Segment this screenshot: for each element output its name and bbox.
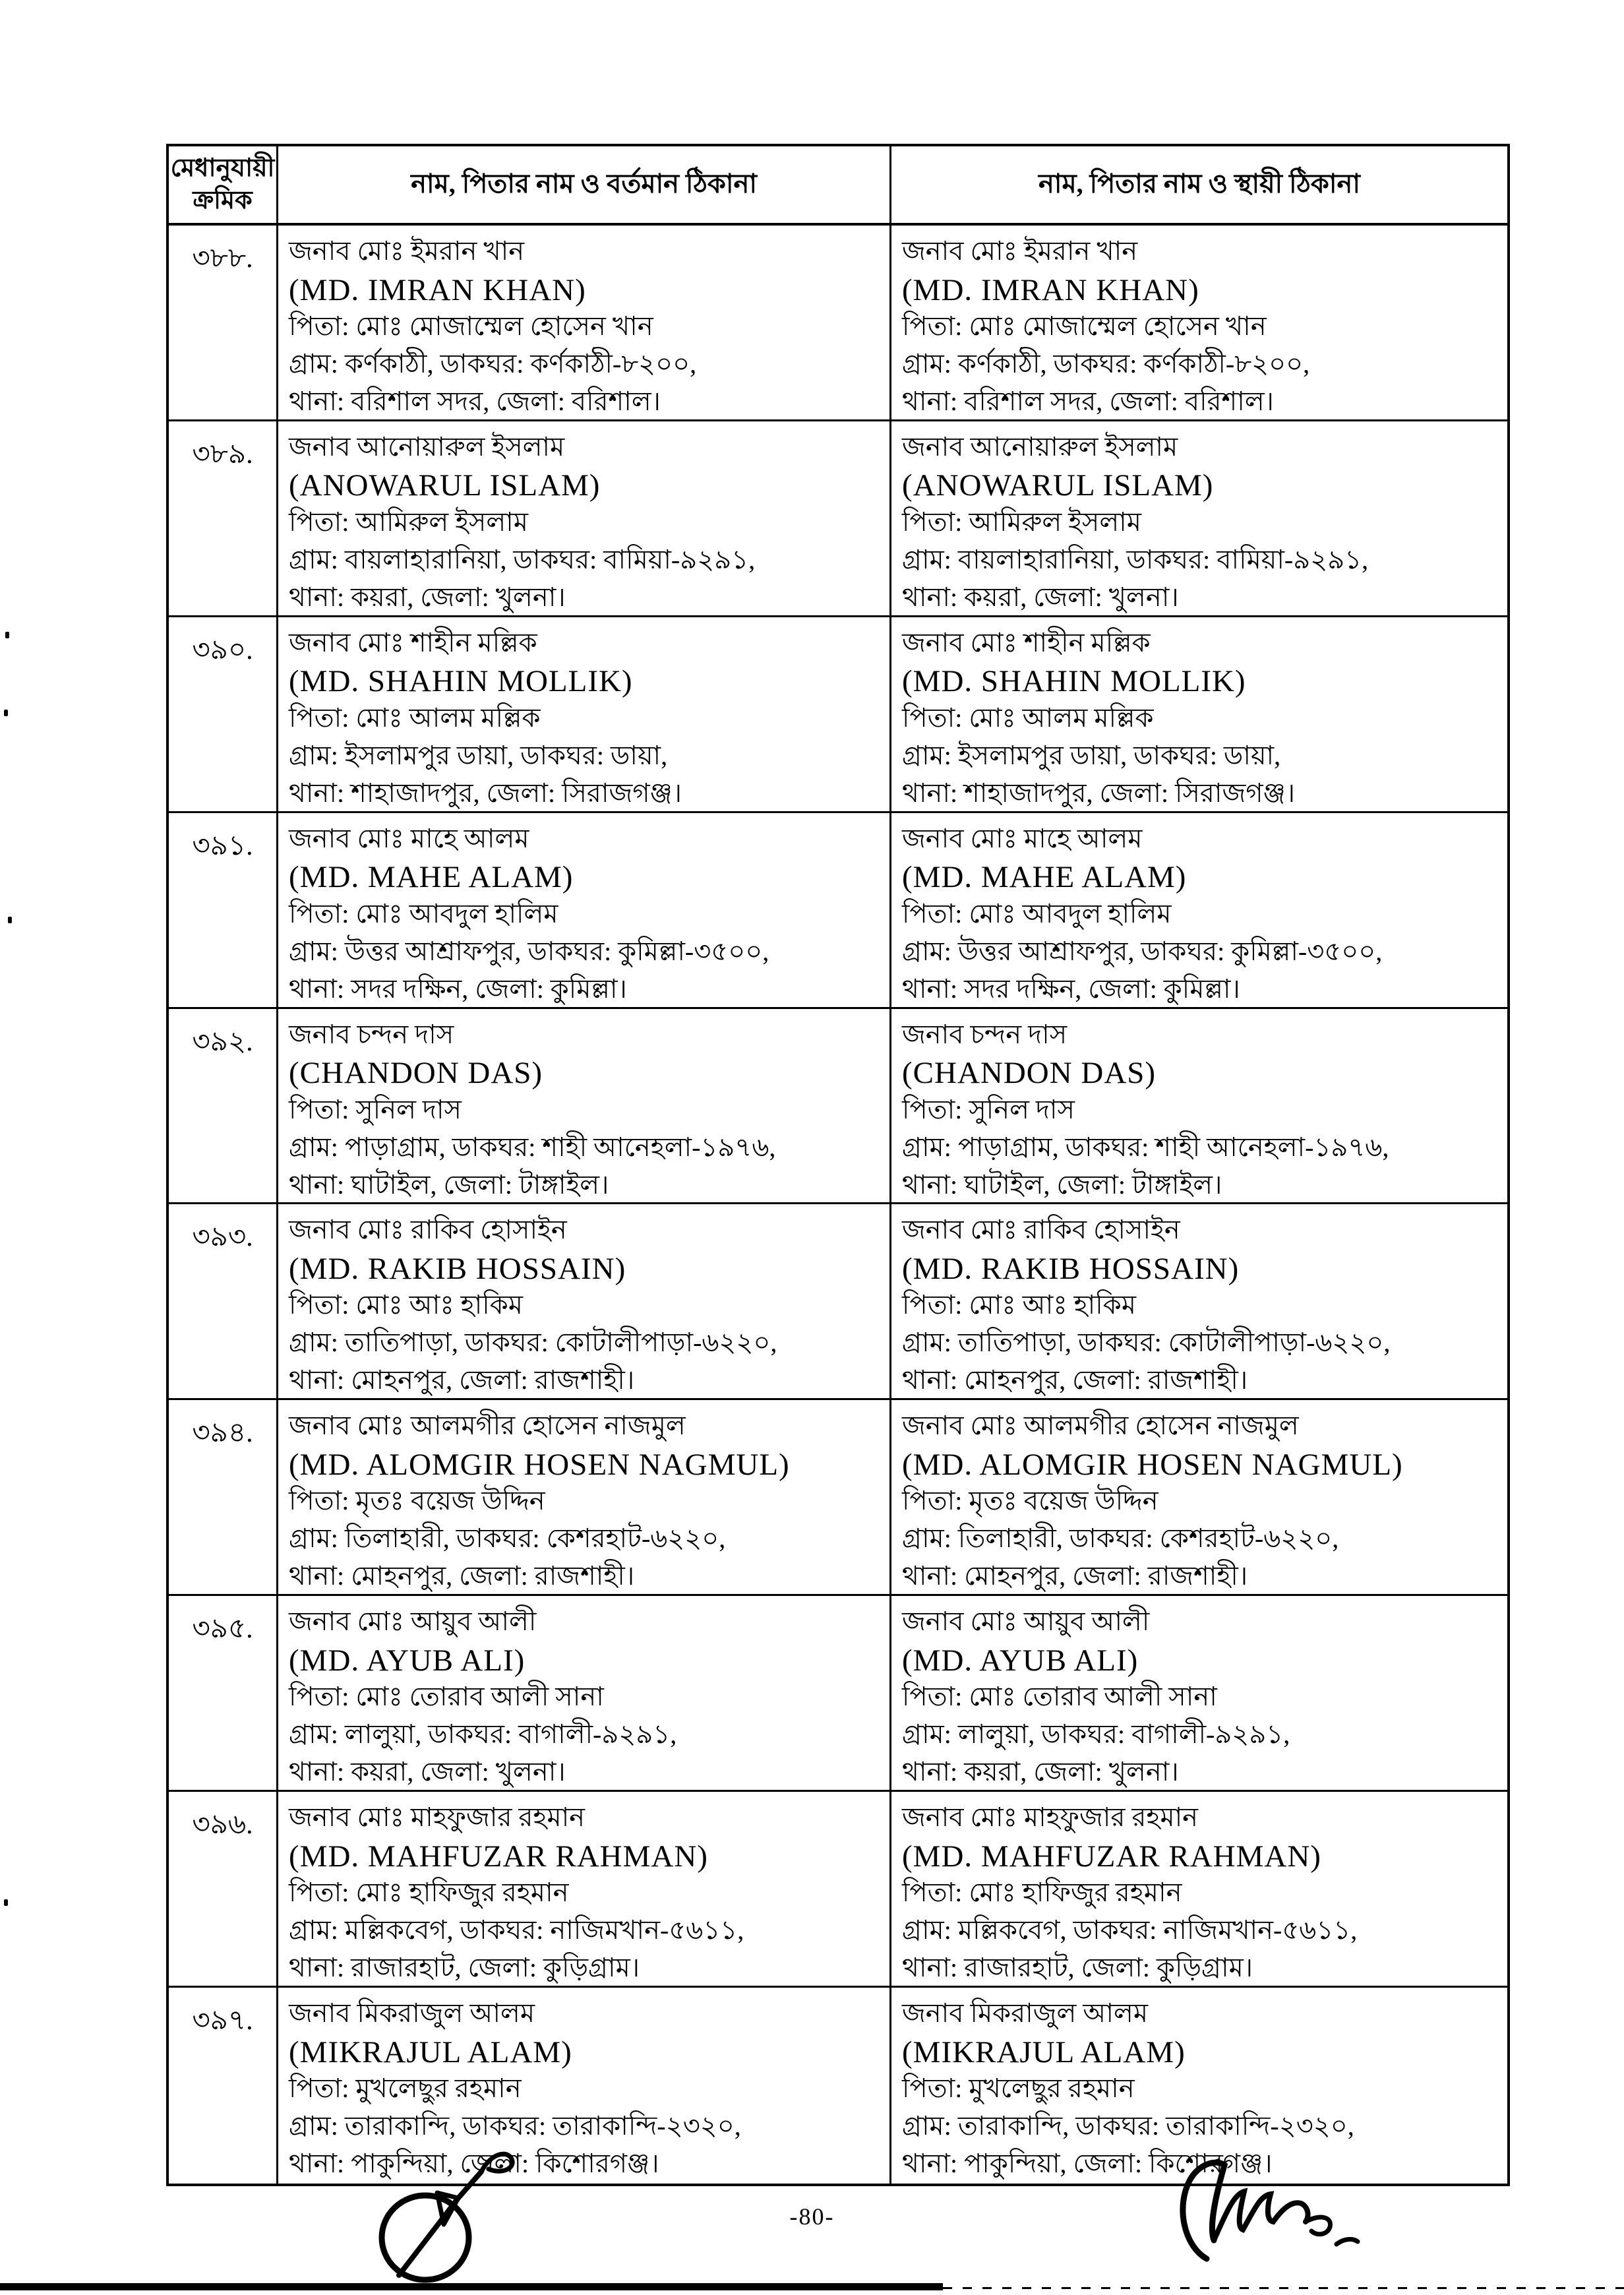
serial-cell: ৩৯৬.	[169, 1792, 278, 1988]
village-line: গ্রাম: উত্তর আশ্রাফপুর, ডাকঘর: কুমিল্লা-৩৫০০,	[289, 936, 769, 966]
permanent-address-cell	[891, 1400, 1507, 1596]
name-bn: জনাব মিকরাজুল আলম	[289, 1998, 535, 2029]
header-present-address-column: নাম, পিতার নাম ও বর্তমান ঠিকানা	[278, 146, 891, 226]
present-address-cell	[278, 1204, 891, 1400]
name-en: (MD. MAHFUZAR RAHMAN)	[289, 1839, 708, 1874]
name-en: (MD. ALOMGIR HOSEN NAGMUL)	[289, 1447, 790, 1482]
name-bn: জনাব চন্দন দাস	[289, 1019, 454, 1049]
serial-cell: ৩৯৫.	[169, 1596, 278, 1792]
name-en: (MD. IMRAN KHAN)	[289, 272, 586, 307]
father-line: পিতা: সুনিল দাস	[289, 1094, 462, 1124]
serial-cell: ৩৯৩.	[169, 1204, 278, 1400]
name-en: (MD. AYUB ALI)	[289, 1643, 526, 1678]
name-bn: জনাব মোঃ আয়ুব আলী	[289, 1606, 537, 1637]
thana-line: থানা: বরিশাল সদর, জেলা: বরিশাল।	[289, 386, 661, 416]
village-line: গ্রাম: পাড়াগ্রাম, ডাকঘর: শাহী আনেহলা-১৯৭৬,	[289, 1132, 776, 1162]
village-line: গ্রাম: কর্ণকাঠী, ডাকঘর: কর্ণকাঠী-৮২০০,	[289, 349, 697, 379]
name-bn: জনাব মোঃ আলমগীর হোসেন নাজমুল	[289, 1411, 686, 1441]
father-line: পিতা: মোঃ হাফিজুর রহমান	[902, 1878, 1182, 1908]
thana-line: থানা: মোহনপুর, জেলা: রাজশাহী।	[902, 1561, 1248, 1591]
permanent-address-cell	[891, 617, 1507, 813]
thana-line: থানা: শাহাজাদপুর, জেলা: সিরাজগঞ্জ।	[902, 778, 1296, 808]
father-line: পিতা: মোঃ হাফিজুর রহমান	[289, 1878, 569, 1908]
father-line: পিতা: মোঃ আলম মল্লিক	[902, 702, 1154, 733]
village-line: গ্রাম: তিলাহারী, ডাকঘর: কেশরহাট-৬২২০,	[902, 1523, 1339, 1554]
name-en: (MD. ALOMGIR HOSEN NAGMUL)	[902, 1447, 1403, 1482]
name-en: (CHANDON DAS)	[902, 1056, 1157, 1091]
serial-cell: ৩৮৯.	[169, 421, 278, 617]
father-line: পিতা: মোঃ মোজাম্মেল হোসেন খান	[902, 311, 1267, 341]
serial-cell: ৩৯৪.	[169, 1400, 278, 1596]
page-number: -80-	[789, 2203, 835, 2230]
serial-cell: ৩৯০.	[169, 617, 278, 813]
village-line: গ্রাম: তারাকান্দি, ডাকঘর: তারাকান্দি-২৩২০,	[902, 2111, 1354, 2141]
thana-line: থানা: শাহাজাদপুর, জেলা: সিরাজগঞ্জ।	[289, 778, 682, 808]
village-line: গ্রাম: লালুয়া, ডাকঘর: বাগালী-৯২৯১,	[289, 1719, 677, 1750]
present-address-cell	[278, 617, 891, 813]
serial-cell: ৩৯২.	[169, 1009, 278, 1205]
signature-left	[359, 2147, 531, 2292]
name-bn: জনাব মোঃ আয়ুব আলী	[902, 1606, 1150, 1637]
village-line: গ্রাম: বায়লাহারানিয়া, ডাকঘর: বামিয়া-৯২৯১,	[902, 544, 1369, 574]
father-line: পিতা: মোঃ তোরাব আলী সানা	[289, 1682, 604, 1712]
father-line: পিতা: মোঃ মোজাম্মেল হোসেন খান	[289, 311, 653, 341]
name-bn: জনাব মোঃ মাহে আলম	[902, 823, 1143, 853]
village-line: গ্রাম: তাতিপাড়া, ডাকঘর: কোটালীপাড়া-৬২২০,	[289, 1328, 777, 1358]
father-line: পিতা: মোঃ আবদুল হালিম	[902, 898, 1172, 929]
village-line: গ্রাম: তিলাহারী, ডাকঘর: কেশরহাট-৬২২০,	[289, 1523, 726, 1554]
thana-line: থানা: ঘাটাইল, জেলা: টাঙ্গাইল।	[289, 1169, 609, 1200]
village-line: গ্রাম: কর্ণকাঠী, ডাকঘর: কর্ণকাঠী-৮২০০,	[902, 349, 1310, 379]
thana-line: থানা: কয়রা, জেলা: খুলনা।	[902, 582, 1179, 612]
father-line: পিতা: মুখলেছুর রহমান	[289, 2073, 522, 2104]
permanent-address-cell	[891, 1009, 1507, 1205]
name-en: (MD. MAHE ALAM)	[289, 860, 574, 895]
scan-speck	[4, 1899, 8, 1906]
serial-cell: ৩৯১.	[169, 813, 278, 1009]
thana-line: থানা: কয়রা, জেলা: খুলনা।	[289, 582, 566, 612]
name-bn: জনাব মিকরাজুল আলম	[902, 1998, 1149, 2029]
name-bn: জনাব মোঃ মাহে আলম	[289, 823, 529, 853]
permanent-address-cell	[891, 226, 1507, 421]
serial-cell: ৩৯৭.	[169, 1988, 278, 2184]
permanent-address-cell	[891, 813, 1507, 1009]
name-en: (MD. MAHFUZAR RAHMAN)	[902, 1839, 1321, 1874]
thana-line: থানা: মোহনপুর, জেলা: রাজশাহী।	[289, 1365, 635, 1395]
name-en: (ANOWARUL ISLAM)	[289, 468, 601, 503]
village-line: গ্রাম: ইসলামপুর ডায়া, ডাকঘর: ডায়া,	[289, 740, 668, 770]
father-line: পিতা: মোঃ আঃ হাকিম	[902, 1290, 1136, 1320]
father-line: পিতা: মোঃ আবদুল হালিম	[289, 898, 558, 929]
name-bn: জনাব মোঃ শাহীন মল্লিক	[289, 627, 537, 658]
present-address-cell	[278, 226, 891, 421]
village-line: গ্রাম: উত্তর আশ্রাফপুর, ডাকঘর: কুমিল্লা-৩৫০০,	[902, 936, 1383, 966]
header-serial-line2: ক্রমিক	[193, 187, 253, 214]
name-bn: জনাব মোঃ ইমরান খান	[289, 236, 525, 266]
serial-cell: ৩৮৮.	[169, 226, 278, 421]
thana-line: থানা: সদর দক্ষিন, জেলা: কুমিল্লা।	[902, 973, 1240, 1004]
merit-list-table	[166, 144, 1510, 2186]
village-line: গ্রাম: ইসলামপুর ডায়া, ডাকঘর: ডায়া,	[902, 740, 1281, 770]
name-en: (MD. SHAHIN MOLLIK)	[289, 664, 633, 699]
name-en: (MD. SHAHIN MOLLIK)	[902, 664, 1246, 699]
name-en: (MD. MAHE ALAM)	[902, 860, 1187, 895]
thana-line: থানা: রাজারহাট, জেলা: কুড়িগ্রাম।	[902, 1953, 1253, 1983]
name-bn: জনাব মোঃ রাকিব হোসাইন	[289, 1215, 567, 1245]
present-address-cell	[278, 421, 891, 617]
village-line: গ্রাম: পাড়াগ্রাম, ডাকঘর: শাহী আনেহলা-১৯৭৬,	[902, 1132, 1389, 1162]
present-address-cell	[278, 1596, 891, 1792]
village-line: গ্রাম: বায়লাহারানিয়া, ডাকঘর: বামিয়া-৯২৯১,	[289, 544, 756, 574]
name-bn: জনাব চন্দন দাস	[902, 1019, 1068, 1049]
thana-line: থানা: বরিশাল সদর, জেলা: বরিশাল।	[902, 386, 1274, 416]
father-line: পিতা: মোঃ আঃ হাকিম	[289, 1290, 523, 1320]
father-line: পিতা: মোঃ আলম মল্লিক	[289, 702, 541, 733]
thana-line: থানা: মোহনপুর, জেলা: রাজশাহী।	[902, 1365, 1248, 1395]
name-bn: জনাব মোঃ মাহফুজার রহমান	[289, 1802, 586, 1833]
header-permanent-address-column: নাম, পিতার নাম ও স্থায়ী ঠিকানা	[891, 146, 1507, 226]
village-line: গ্রাম: মল্লিকবেগ, ডাকঘর: নাজিমখান-৫৬১১,	[902, 1915, 1358, 1945]
thana-line: থানা: সদর দক্ষিন, জেলা: কুমিল্লা।	[289, 973, 627, 1004]
name-bn: জনাব মোঃ রাকিব হোসাইন	[902, 1215, 1180, 1245]
thana-line: থানা: পাকুন্দিয়া, জেলা: কিশোরগঞ্জ।	[289, 2149, 659, 2179]
name-en: (ANOWARUL ISLAM)	[902, 468, 1214, 503]
header-serial-column	[169, 146, 278, 226]
header-serial-line1: মেধানুযায়ী	[170, 154, 275, 182]
thana-line: থানা: ঘাটাইল, জেলা: টাঙ্গাইল।	[902, 1169, 1222, 1200]
thana-line: থানা: রাজারহাট, জেলা: কুড়িগ্রাম।	[289, 1953, 640, 1983]
present-address-cell	[278, 813, 891, 1009]
present-address-cell	[278, 1792, 891, 1988]
name-bn: জনাব মোঃ ইমরান খান	[902, 236, 1138, 266]
present-address-cell	[278, 1400, 891, 1596]
name-bn: জনাব আনোয়ারুল ইসলাম	[902, 431, 1178, 462]
name-bn: জনাব মোঃ আলমগীর হোসেন নাজমুল	[902, 1411, 1299, 1441]
scan-speck	[5, 632, 9, 638]
name-bn: জনাব মোঃ শাহীন মল্লিক	[902, 627, 1151, 658]
father-line: পিতা: মোঃ তোরাব আলী সানা	[902, 1682, 1217, 1712]
father-line: পিতা: সুনিল দাস	[902, 1094, 1075, 1124]
permanent-address-cell	[891, 1596, 1507, 1792]
father-line: পিতা: মৃতঃ বয়েজ উদ্দিন	[902, 1486, 1158, 1516]
name-bn: জনাব মোঃ মাহফুজার রহমান	[902, 1802, 1199, 1833]
thana-line: থানা: কয়রা, জেলা: খুলনা।	[902, 1757, 1179, 1787]
village-line: গ্রাম: লালুয়া, ডাকঘর: বাগালী-৯২৯১,	[902, 1719, 1290, 1750]
present-address-cell	[278, 1009, 891, 1205]
signature-right	[1170, 2153, 1368, 2272]
scan-edge-artifact	[0, 2283, 943, 2290]
father-line: পিতা: মৃতঃ বয়েজ উদ্দিন	[289, 1486, 545, 1516]
name-en: (MD. RAKIB HOSSAIN)	[902, 1251, 1240, 1286]
permanent-address-cell	[891, 1792, 1507, 1988]
village-line: গ্রাম: মল্লিকবেগ, ডাকঘর: নাজিমখান-৫৬১১,	[289, 1915, 744, 1945]
scan-speck	[8, 917, 12, 923]
permanent-address-cell	[891, 1204, 1507, 1400]
thana-line: থানা: পাকুন্দিয়া, জেলা: কিশোরগঞ্জ।	[902, 2149, 1273, 2179]
name-en: (MIKRAJUL ALAM)	[289, 2035, 572, 2069]
thana-line: থানা: কয়রা, জেলা: খুলনা।	[289, 1757, 566, 1787]
name-bn: জনাব আনোয়ারুল ইসলাম	[289, 431, 565, 462]
name-en: (CHANDON DAS)	[289, 1056, 543, 1091]
father-line: পিতা: আমিরুল ইসলাম	[902, 506, 1141, 537]
scan-speck	[4, 710, 8, 716]
permanent-address-cell	[891, 421, 1507, 617]
name-en: (MIKRAJUL ALAM)	[902, 2035, 1186, 2069]
father-line: পিতা: আমিরুল ইসলাম	[289, 506, 528, 537]
village-line: গ্রাম: তাতিপাড়া, ডাকঘর: কোটালীপাড়া-৬২২০,	[902, 1328, 1391, 1358]
father-line: পিতা: মুখলেছুর রহমান	[902, 2073, 1135, 2104]
name-en: (MD. IMRAN KHAN)	[902, 272, 1199, 307]
scan-edge-artifact-thin	[943, 2287, 1624, 2289]
thana-line: থানা: মোহনপুর, জেলা: রাজশাহী।	[289, 1561, 635, 1591]
name-en: (MD. RAKIB HOSSAIN)	[289, 1251, 626, 1286]
village-line: গ্রাম: তারাকান্দি, ডাকঘর: তারাকান্দি-২৩২০,	[289, 2111, 741, 2141]
name-en: (MD. AYUB ALI)	[902, 1643, 1139, 1678]
